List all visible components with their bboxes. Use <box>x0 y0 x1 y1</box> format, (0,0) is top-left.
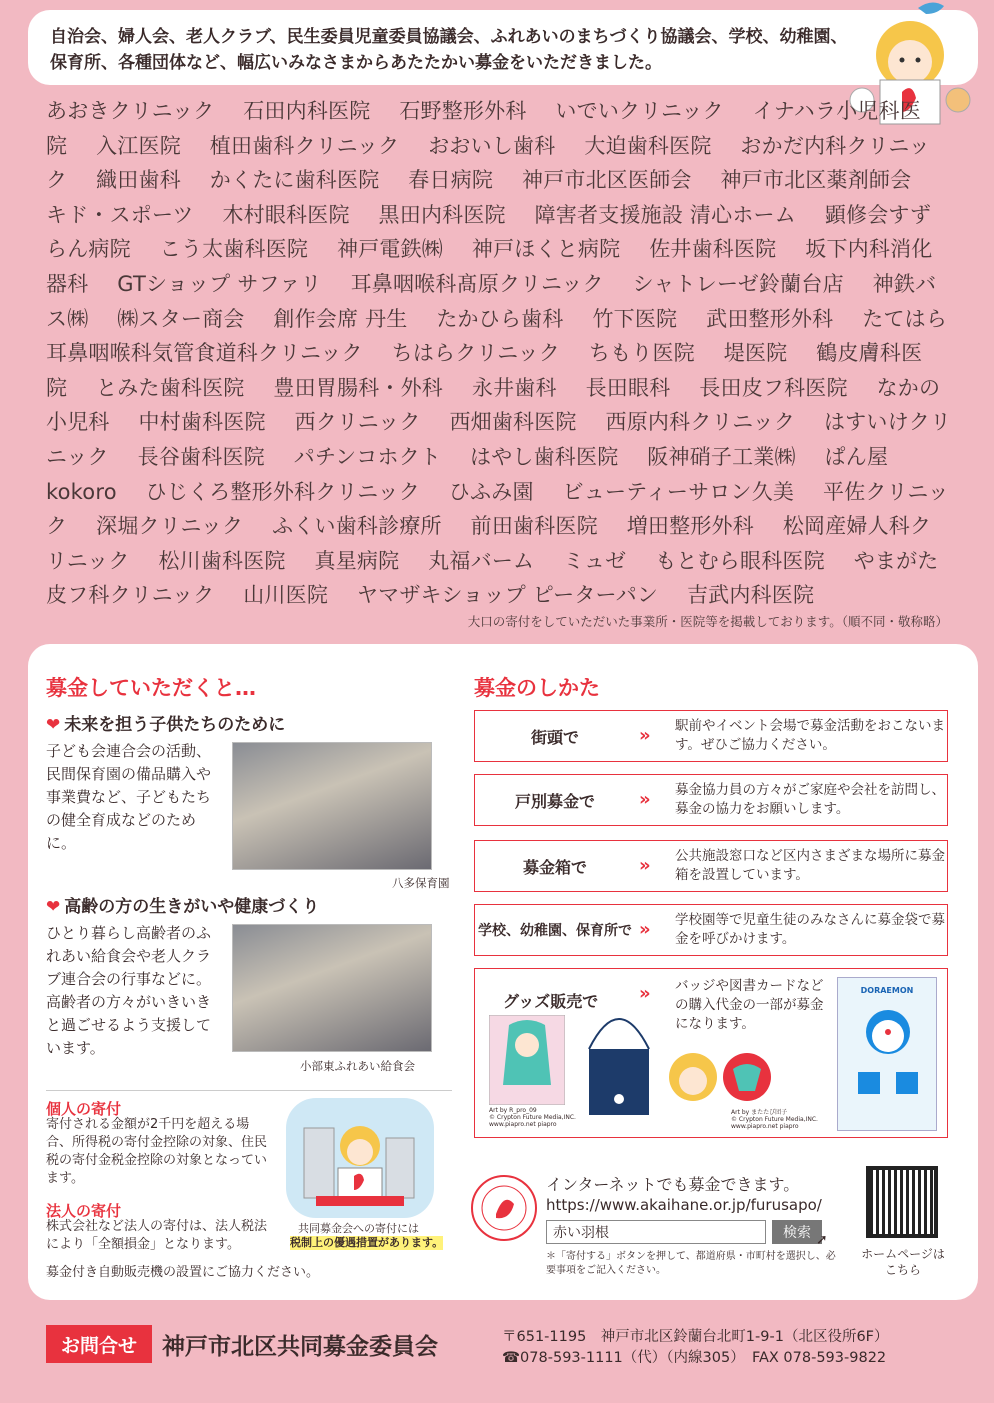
corp-label: 法人の寄付 <box>46 1202 122 1220</box>
intro-text: 自治会、婦人会、老人クラブ、民生委員児童委員協議会、ふれあいのまちづくり協議会、学校、幼稚園、保育所、各種団体など、幅広いみなさまからあたたかい募金をいただきました。 <box>50 27 848 73</box>
corp-text: 株式会社など法人の寄付は、法人税法により「全額損金」となります。 <box>46 1219 268 1252</box>
search-input[interactable] <box>546 1220 766 1244</box>
donor-item: 神鉄バス㈱ <box>46 271 937 331</box>
contact-label: お問合せ <box>46 1325 152 1363</box>
donor-item: 武田整形外科 <box>706 306 834 331</box>
miku-card-goods <box>489 1015 565 1105</box>
donor-item: GTショップ サファリ <box>117 271 322 296</box>
donor-item: いでいクリニック <box>555 99 724 123</box>
cursor-icon: ➚ <box>816 1232 828 1248</box>
donor-item: 耳鼻咽喉科髙原クリニック <box>350 271 604 296</box>
donor-item: 植田歯科クリニック <box>209 133 400 158</box>
elderly-caption: 小部東ふれあい給食会 <box>300 1059 415 1073</box>
donor-item: 西原内科クリニック <box>605 410 796 435</box>
donor-item: おおいし歯科 <box>428 133 556 158</box>
personal-label: 個人の寄付 <box>46 1100 122 1118</box>
donor-item: ひふみ園 <box>448 479 534 504</box>
donor-item: 吉武内科医院 <box>686 583 815 608</box>
donor-item: ひじくろ整形外科クリニック <box>145 479 420 504</box>
double-chevron-right-icon: » <box>639 725 651 746</box>
elderly-text: ひとり暮らし高齢者のふれあい給食会や老人クラブ連合会の行事などに。高齢者の方々がいきいきと過ごせるよう支援しています。 <box>46 924 212 1057</box>
internet-note: ＊「寄付する」ボタンを押して、都道府県・市町村を選択し、必要事項をご記入ください。 <box>546 1251 836 1276</box>
method-label: 募金箱で <box>522 857 587 877</box>
double-chevron-right-icon: » <box>639 919 651 940</box>
method-desc: 募金協力員の方々がご家庭や会社を訪問し、募金の協力をお願いします。 <box>675 782 945 817</box>
donor-item: こう太歯科医院 <box>159 237 309 262</box>
donor-item: ふくい歯科診療所 <box>272 514 442 539</box>
donor-item: ミュゼ <box>563 548 627 573</box>
donor-item: シャトレーゼ鈴蘭台店 <box>632 271 844 296</box>
donor-item: ヤマザキショップ ピーターパン <box>356 583 659 608</box>
children-caption: 八多保育園 <box>392 876 450 890</box>
donor-item: なかの小児科 <box>46 375 941 435</box>
heart-icon: ❤ <box>46 715 61 735</box>
method-label: 戸別募金で <box>514 791 595 811</box>
donor-item: 長谷歯科医院 <box>137 444 265 469</box>
donor-item: 松川歯科医院 <box>158 548 286 573</box>
donor-item: 竹下医院 <box>592 306 678 331</box>
method-door-to-door <box>474 774 948 826</box>
donor-item: 堤医院 <box>723 341 788 366</box>
donor-item: やまがた皮フ科クリニック <box>46 548 939 608</box>
donor-item: とみた歯科医院 <box>96 375 245 400</box>
search-button[interactable]: 検索 <box>772 1220 822 1244</box>
donor-item: キド・スポーツ <box>46 202 194 227</box>
donor-item: 西畑歯科医院 <box>449 410 577 435</box>
footer-phone: ☎078-593-1111（代）（内線305） FAX 078-593-9822 <box>502 1350 887 1366</box>
donor-item: 平佐クリニック <box>46 479 949 539</box>
akaihane-logo <box>470 1174 538 1242</box>
donor-item: 木村眼科医院 <box>222 202 350 227</box>
goods-label: グッズ販売で <box>503 992 599 1011</box>
vending-text: 募金付き自動販売機の設置にご協力ください。 <box>46 1265 320 1280</box>
donor-item: 松岡産婦人科クリニック <box>46 514 932 573</box>
children-text: 子ども会連合会の活動、民間保育園の備品購入や事業費など、子どもたちの健全育成などのために。 <box>46 742 212 852</box>
donor-item: 石野整形外科 <box>399 99 527 123</box>
donor-item: あおきクリニック <box>46 99 215 123</box>
tax-note-1: 共同募金会への寄付には <box>298 1222 419 1235</box>
donor-item: 神戸電鉄㈱ <box>337 237 443 262</box>
goods-desc: バッジや図書カードなどの購入代金の一部が募金になります。 <box>675 978 824 1032</box>
donor-item: 神戸市北区医師会 <box>522 168 692 193</box>
method-goods <box>474 968 948 1138</box>
donor-item: 増田整形外科 <box>626 514 754 539</box>
donor-note: 大口の寄付をしていただいた事業所・医院等を掲載しております。（順不同・敬称略） <box>467 614 948 629</box>
donor-item: 前田歯科医院 <box>470 514 598 539</box>
tax-note-2: 税制上の優遇措置があります。 <box>290 1236 444 1249</box>
donor-item: もとむら眼科医院 <box>655 548 825 573</box>
donor-item: 阪神硝子工業㈱ <box>647 444 796 469</box>
donor-item: 黒田内科医院 <box>378 202 506 227</box>
donor-item: ビューティーサロン久美 <box>562 479 795 504</box>
donor-item: はやし歯科医院 <box>470 444 619 469</box>
internet-heading: インターネットでも募金できます。 <box>546 1175 800 1194</box>
donor-list <box>46 94 952 613</box>
donor-item: かくたに歯科医院 <box>209 168 380 193</box>
donor-item: 長田眼科 <box>585 375 671 400</box>
donor-item: 織田歯科 <box>96 168 181 193</box>
donor-item: 山川医院 <box>243 583 329 608</box>
double-chevron-right-icon: » <box>639 789 651 810</box>
donor-item: 神戸市北区薬剤師会 <box>720 168 912 193</box>
method-label: 学校、幼稚園、保育所で <box>478 923 632 939</box>
donor-item: 障害者支援施設 清心ホーム <box>534 202 796 227</box>
building-illustration <box>286 1098 434 1218</box>
internet-url[interactable]: https://www.akaihane.or.jp/furusapo/ <box>546 1196 822 1214</box>
intro-card <box>28 10 978 85</box>
donor-item: パチンコホクト <box>293 444 442 469</box>
donor-item: イナハラ小児科医院 <box>46 99 921 158</box>
donor-item: 丸福バーム <box>428 548 535 573</box>
doraemon-icon <box>848 1002 928 1122</box>
donor-item: 顕修会すずらん病院 <box>46 202 932 262</box>
donor-item: 豊田胃腸科・外科 <box>273 375 443 400</box>
donor-item: 大迫歯科医院 <box>584 133 712 158</box>
donor-item: 長田皮フ科医院 <box>699 375 848 400</box>
elderly-heading: ❤ 高齢の方の生きがいや健康づくり <box>46 897 320 917</box>
donor-item: 真星病院 <box>314 548 400 573</box>
donor-item: ㈱スター商会 <box>117 306 245 331</box>
donor-item: 深堀クリニック <box>96 514 244 539</box>
double-chevron-right-icon: » <box>639 855 651 876</box>
qr-caption: ホームページは こちら <box>861 1247 945 1277</box>
donor-item: たかひら歯科 <box>436 306 564 331</box>
donor-item: 西クリニック <box>294 410 421 435</box>
credit-2: Art by またたび団子 © Crypton Future Media,INC. www.piapro.net piapro <box>731 1109 818 1130</box>
donor-item: はすいけクリニック <box>46 410 952 469</box>
donor-item: 入江医院 <box>96 133 181 158</box>
donor-item: ちはらクリニック <box>391 341 560 366</box>
doraemon-label: DORAEMON <box>860 986 914 995</box>
donor-item: 神戸ほくと病院 <box>471 237 621 262</box>
donor-item: 永井歯科 <box>471 375 557 400</box>
personal-text: 寄付される金額が2千円を超える場合、所得税の寄付金控除の対象、住民税の寄付金税金控除の対象となっています。 <box>46 1117 268 1186</box>
donor-item: ぱん屋kokoro <box>46 444 889 504</box>
organization-name: 神戸市北区共同募金委員会 <box>162 1334 438 1360</box>
donor-item: 創作会席 丹生 <box>273 306 408 331</box>
children-photo <box>232 742 432 870</box>
donor-item: 鶴皮膚科医院 <box>46 341 923 400</box>
method-school <box>474 904 948 956</box>
method-desc: 学校園等で児童生徒のみなさんに募金袋で募金を呼びかけます。 <box>675 912 945 947</box>
doraemon-folder-goods <box>837 977 937 1131</box>
double-chevron-right-icon: » <box>639 983 651 1004</box>
children-heading: ❤ 未来を担う子供たちのために <box>46 715 286 735</box>
uses-title: 募金していただくと… <box>46 676 256 700</box>
qr-code[interactable] <box>866 1166 938 1238</box>
method-box <box>474 840 948 892</box>
badge-goods <box>667 1049 777 1105</box>
donor-item: ちもり医院 <box>588 341 695 366</box>
heart-icon: ❤ <box>46 897 61 917</box>
donor-item: 中村歯科医院 <box>138 410 266 435</box>
method-desc: 公共施設窓口など区内さまざまな場所に募金箱を設置しています。 <box>675 848 945 883</box>
donor-item: 春日病院 <box>408 168 494 193</box>
method-label: 街頭で <box>530 727 579 747</box>
credit-1: Art by R_pro_09 © Crypton Future Media,INC. www.piapro.net piapro <box>489 1107 576 1128</box>
donor-item: たてはら耳鼻咽喉科気管食道科クリニック <box>46 306 948 366</box>
pochette-goods <box>579 999 659 1119</box>
footer-address: 〒651-1195 神戸市北区鈴蘭台北町1-9-1（北区役所6F） <box>502 1329 889 1345</box>
method-desc: 駅前やイベント会場で募金活動をおこないます。ぜひご協力ください。 <box>675 718 945 753</box>
donor-item: 石田内科医院 <box>243 99 371 123</box>
methods-title: 募金のしかた <box>474 676 600 700</box>
elderly-photo <box>232 924 432 1052</box>
donor-item: 坂下内科消化器科 <box>46 237 933 296</box>
method-street <box>474 710 948 762</box>
donor-item: おかだ内科クリニック <box>46 133 930 193</box>
donor-item: 佐井歯科医院 <box>649 237 777 262</box>
